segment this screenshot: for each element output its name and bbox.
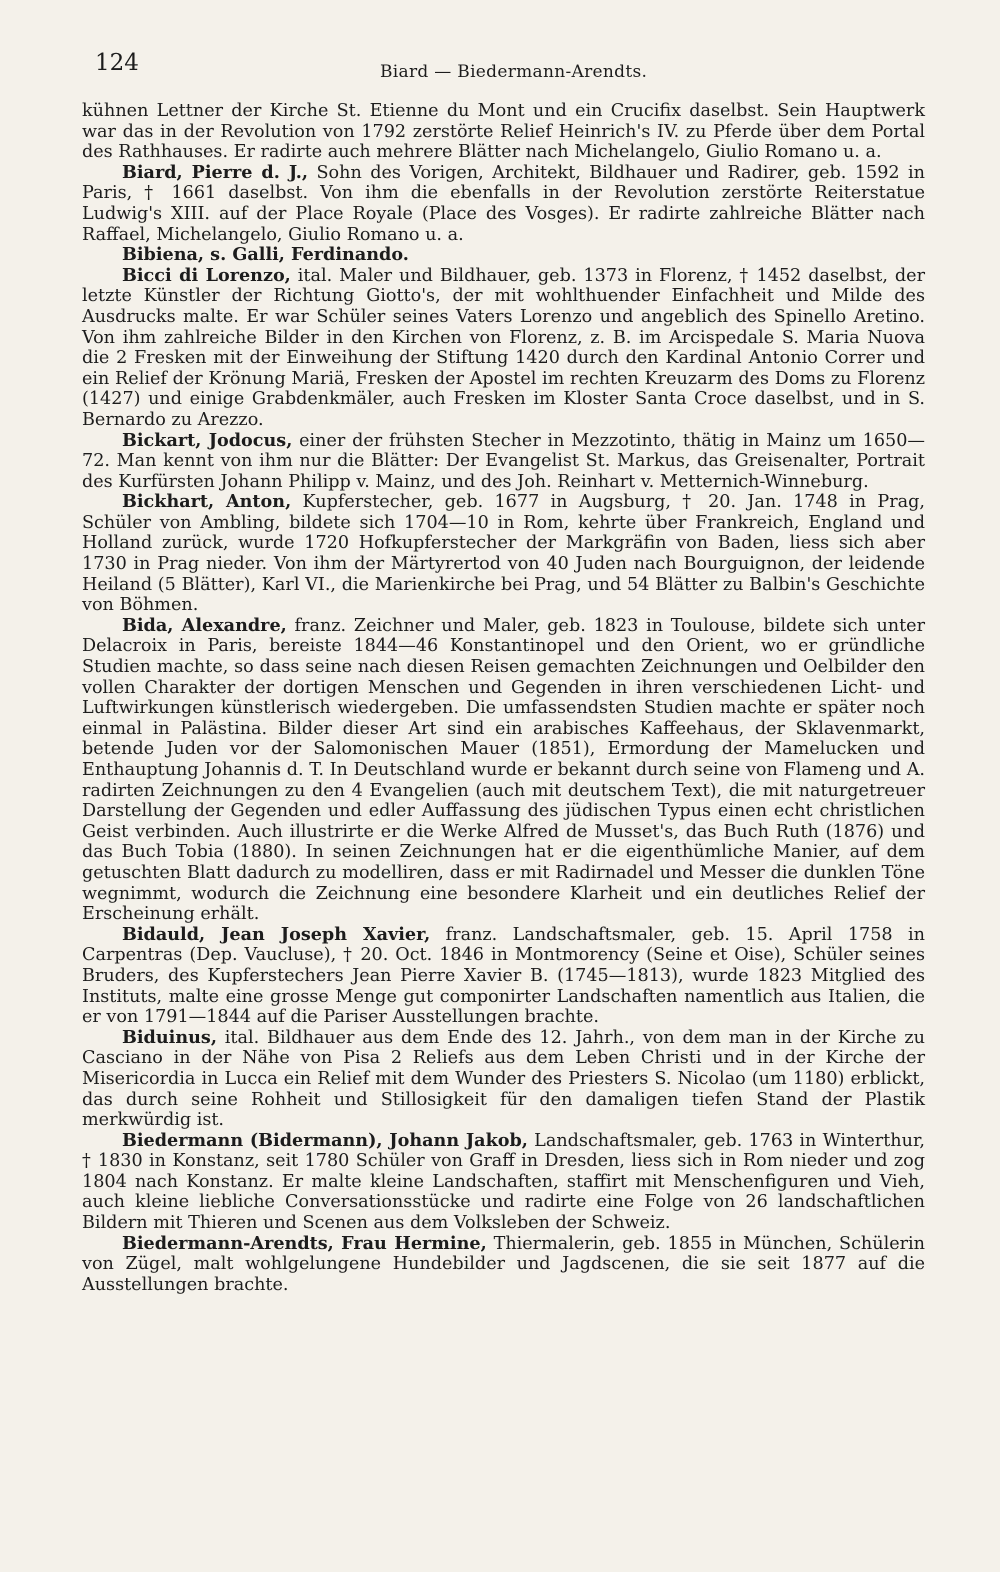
- entry-bickart: [82, 431, 925, 493]
- entry-bida: [82, 616, 925, 925]
- entry-biduinus: [82, 1028, 925, 1131]
- entry-text: franz. Zeichner und Maler, geb. 1823 in Toulouse, bildete sich unter Delacroix in Paris, bereiste 1844—46 Konstantinopel und den Orient, wo er gründliche Studien machte, so dass seine nach diesen Reisen gemachten Zeichnungen und Oelbilder den vollen Charakter der dortigen Menschen und Gegenden in ihren verschiedenen Licht- und Luftwirkungen künstlerisch wiedergeben. Die umfassendsten Studien machte er später noch einmal in Palästina. Bilder dieser Art sind ein arabisches Kaffeehaus, der Sklavenmarkt, betende Juden vor der Salomonischen Mauer (1851), Ermordung der Mamelucken und Enthauptung Johannis d. T. In Deutschland wurde er bekannt durch seine von Flameng und A. radirten Zeichnungen zu den 4 Evangelien (auch mit deutschem Text), die mit naturgetreuer Darstellung der Gegenden und edler Auffassung des jüdischen Typus einen echt christlichen Geist verbinden. Auch illustrirte er die Werke Alfred de Musset's, das Buch Ruth (1876) und das Buch Tobia (1880). In seinen Zeichnungen hat er die eigenthümliche Manier, auf dem getuschten Blatt dadurch zu modelliren, dass er mit Radirnadel und Messer die dunklen Töne wegnimmt, wodurch die Zeichnung eine besondere Klarheit und ein deutliches Relief der Erscheinung erhält.: [82, 615, 926, 925]
- entry-continuation: [82, 101, 925, 163]
- entry-headword: Biard, Pierre d. J.,: [122, 161, 309, 183]
- entry-bidauld: [82, 925, 925, 1028]
- entry-text: Thiermalerin, geb. 1855 in München, Schülerin von Zügel, malt wohlgelungene Hundebilder und Jagdscenen, die sie seit 1877 auf die Ausstellungen brachte.: [82, 1233, 926, 1295]
- entry-biedermann: [82, 1131, 925, 1234]
- entry-headword: Bickart, Jodocus,: [122, 429, 293, 451]
- entry-text: kühnen Lettner der Kirche St. Etienne du Mont und ein Crucifix daselbst. Sein Hauptwerk war das in der Revolution von 1792 zerstörte Relief Heinrich's IV. zu Pferde über dem Portal des Rathhauses. Er radirte auch mehrere Blätter nach Michelangelo, Giulio Romano u. a.: [82, 101, 925, 163]
- running-title: Biard — Biedermann-Arendts.: [380, 62, 648, 82]
- entry-bicci: [82, 266, 925, 431]
- entry-text: franz. Landschaftsmaler, geb. 15. April 1758 in Carpentras (Dep. Vaucluse), † 20. Oct. 1846 in Montmorency (Seine et Oise), Schüler seines Bruders, des Kupferstechers Jean Pierre Xavier B. (1745—1813), wurde 1823 Mitglied des Instituts, malte eine grosse Menge gut componirter Landschaften namentlich aus Italien, die er von 1791—1844 auf die Pariser Ausstellungen brachte.: [82, 924, 925, 1028]
- page-body: [82, 101, 925, 1295]
- page-number: 124: [95, 50, 139, 76]
- entry-headword: Biedermann (Bidermann), Johann Jakob,: [122, 1129, 528, 1151]
- entry-headword: Bicci di Lorenzo,: [122, 264, 291, 286]
- entry-headword: Biduinus,: [122, 1026, 217, 1048]
- entry-text: ital. Bildhauer aus dem Ende des 12. Jahrh., von dem man in der Kirche zu Casciano in der Nähe von Pisa 2 Reliefs aus dem Leben Christi und in der Kirche der Misericordia in Lucca ein Relief mit dem Wunder des Priesters S. Nicolao (um 1180) erblickt, das durch seine Rohheit und Stillosigkeit für den damaligen tiefen Stand der Plastik merkwürdig ist.: [82, 1027, 925, 1131]
- entry-headword: Bickhart, Anton,: [122, 491, 292, 513]
- entry-headword: Bidauld, Jean Joseph Xavier,: [122, 923, 431, 945]
- entry-biard: [82, 163, 925, 245]
- entry-text: ital. Maler und Bildhauer, geb. 1373 in Florenz, † 1452 daselbst, der letzte Künstler der Richtung Giotto's, der mit wohlthuender Einfachheit und Milde des Ausdrucks malte. Er war Schüler seines Vaters Lorenzo und angeblich des Spinello Aretino. Von ihm zahlreiche Bilder in den Kirchen von Florenz, z. B. im Arcispedale S. Maria Nuova die 2 Fresken mit der Einweihung der Stiftung 1420 durch den Kardinal Antonio Correr und ein Relief der Krönung Mariä, Fresken der Apostel im rechten Kreuzarm des Doms zu Florenz (1427) und einige Grabdenkmäler, auch Fresken im Kloster Santa Croce daselbst, und in S. Bernardo zu Arezzo.: [82, 265, 925, 430]
- entry-text: Sohn des Vorigen, Architekt, Bildhauer und Radirer, geb. 1592 in Paris, † 1661 daselbst. Von ihm die ebenfalls in der Revolution zerstörte Reiterstatue Ludwig's XIII. auf der Place Royale (Place des Vosges). Er radirte zahlreiche Blätter nach Raffael, Michelangelo, Giulio Romano u. a.: [82, 162, 925, 245]
- entry-biedermann-arendts: [82, 1234, 925, 1296]
- entry-bibiena: [82, 245, 925, 266]
- page-header: [95, 50, 930, 86]
- entry-bickhart: [82, 492, 925, 616]
- entry-headword: Bibiena, s. Galli, Ferdinando.: [122, 244, 409, 266]
- entry-text: einer der frühsten Stecher in Mezzotinto, thätig in Mainz um 1650—72. Man kennt von ihm nur die Blätter: Der Evangelist St. Markus, das Greisenalter, Portrait des Kurfürsten Johann Philipp v. Mainz, und des Joh. Reinhart v. Metternich-Winneburg.: [82, 430, 925, 492]
- entry-text: Kupferstecher, geb. 1677 in Augsburg, † 20. Jan. 1748 in Prag, Schüler von Ambling, bildete sich 1704—10 in Rom, kehrte über Frankreich, England und Holland zurück, wurde 1720 Hofkupferstecher der Markgräfin von Baden, liess sich aber 1730 in Prag nieder. Von ihm der Märtyrertod von 40 Juden nach Bourguignon, der leidende Heiland (5 Blätter), Karl VI., die Marienkirche bei Prag, und 54 Blätter zu Balbin's Geschichte von Böhmen.: [82, 492, 926, 616]
- entry-text: Landschaftsmaler, geb. 1763 in Winterthur, † 1830 in Konstanz, seit 1780 Schüler von Graff in Dresden, liess sich in Rom nieder und zog 1804 nach Konstanz. Er malte kleine Landschaften, staffirt mit Menschenfiguren und Vieh, auch kleine liebliche Conversationsstücke und radirte eine Folge von 26 landschaftlichen Bildern mit Thieren und Scenen aus dem Volksleben der Schweiz.: [82, 1130, 926, 1234]
- entry-headword: Biedermann-Arendts, Frau Hermine,: [122, 1232, 487, 1254]
- entry-headword: Bida, Alexandre,: [122, 614, 287, 636]
